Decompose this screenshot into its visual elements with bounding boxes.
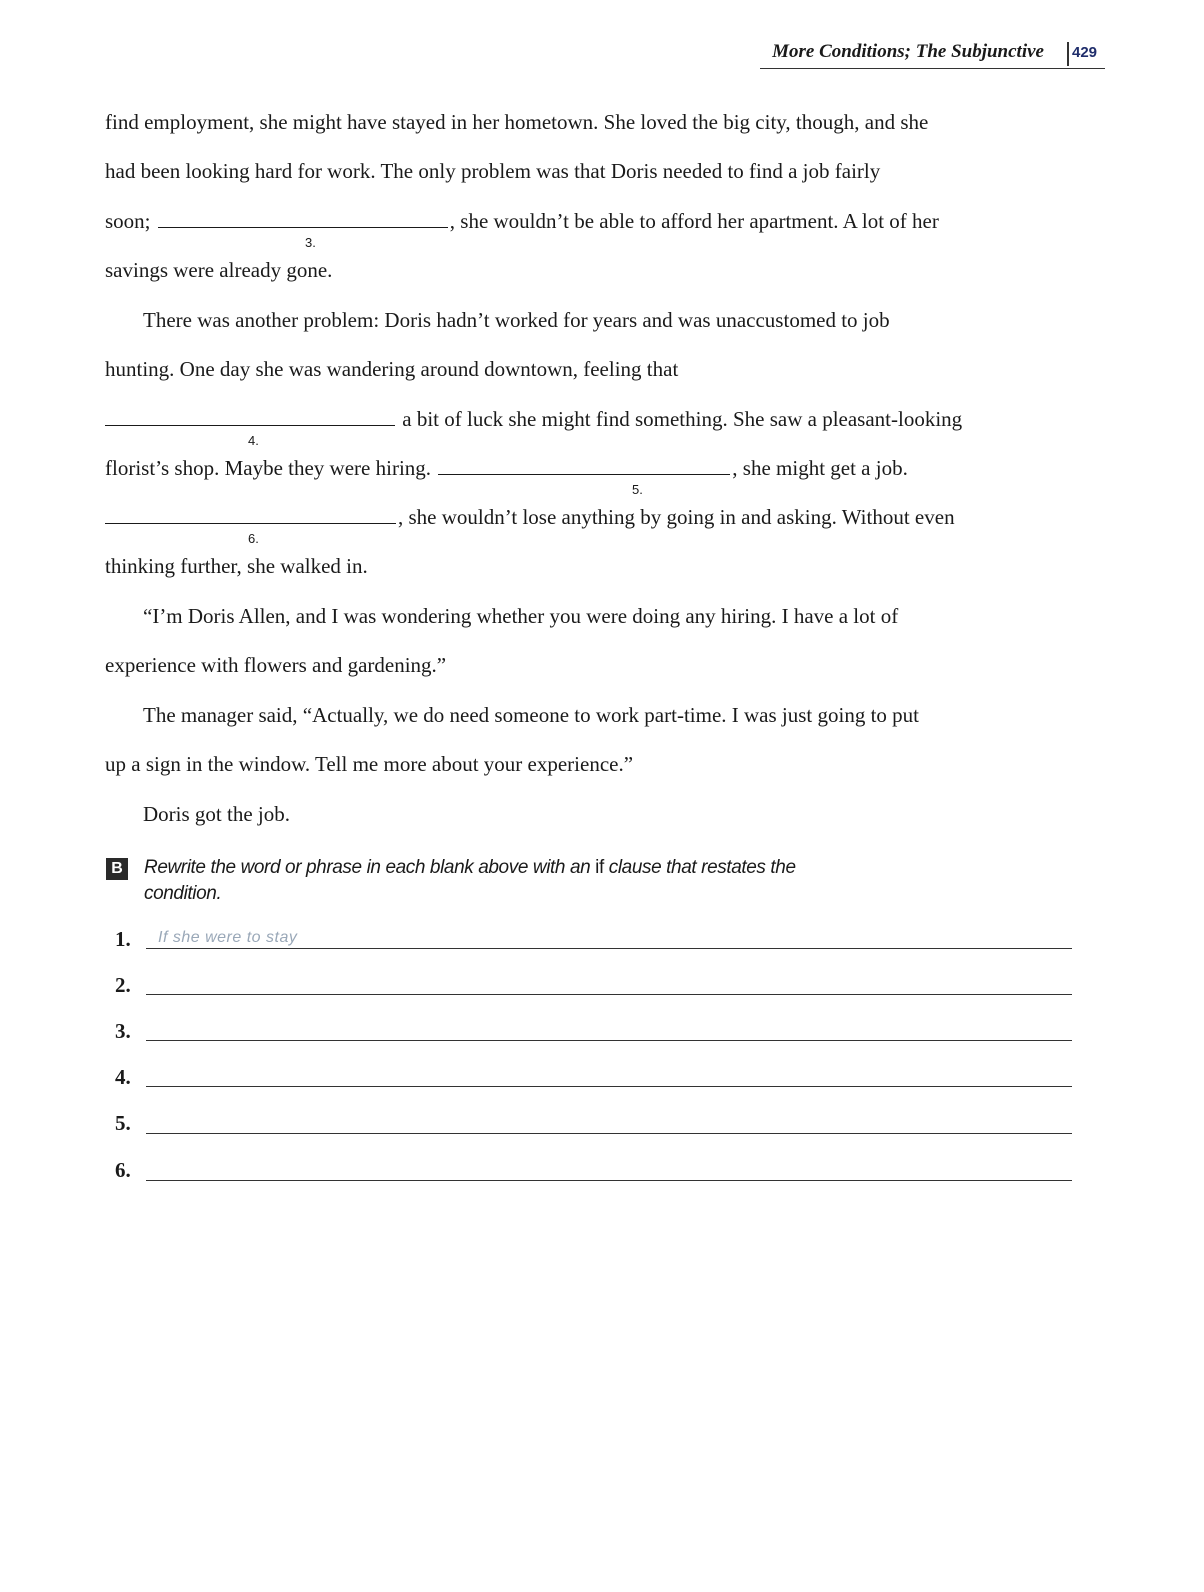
blank-4[interactable] xyxy=(105,424,395,426)
section-b-instructions xyxy=(144,855,904,881)
passage-line-7 xyxy=(105,405,962,433)
answer-line-5[interactable] xyxy=(146,1133,1072,1134)
passage-line-1: find employment, she might have stayed in her hometown. She loved the big city, though, and she xyxy=(105,110,929,134)
passage-line-5: There was another problem: Doris hadn’t worked for years and was unaccustomed to job xyxy=(143,308,890,332)
blank-3-number: 3. xyxy=(305,235,316,250)
passage-line-2: had been looking hard for work. The only problem was that Doris needed to find a job fairly xyxy=(105,159,881,183)
passage-line-8-start: florist’s shop. Maybe they were hiring. xyxy=(105,456,432,480)
blank-6[interactable] xyxy=(105,522,396,524)
passage-line-4: savings were already gone. xyxy=(105,258,333,282)
header-divider xyxy=(1067,42,1069,66)
passage-line-9-end: , she wouldn’t lose anything by going in and asking. Without even xyxy=(398,505,955,529)
blank-4-number: 4. xyxy=(248,433,259,448)
passage-line-3 xyxy=(105,207,939,235)
answer-number-2: 2. xyxy=(115,973,131,997)
passage-line-6: hunting. One day she was wandering around downtown, feeling that xyxy=(105,357,679,381)
passage-line-8-end: , she might get a job. xyxy=(732,456,908,480)
header-rule xyxy=(760,68,1105,69)
instructions-part-1: Rewrite the word or phrase in each blank above with an xyxy=(144,857,591,878)
passage-line-7-end: a bit of luck she might find something. She saw a pleasant-looking xyxy=(402,407,963,431)
passage-line-9 xyxy=(105,503,955,531)
passage-line-15: Doris got the job. xyxy=(143,802,290,826)
running-header-title: More Conditions; The Subjunctive xyxy=(772,41,1044,62)
answer-line-6[interactable] xyxy=(146,1180,1072,1181)
page-number: 429 xyxy=(1072,44,1098,61)
answer-number-3: 3. xyxy=(115,1019,131,1043)
answer-example-1: If she were to stay xyxy=(158,929,298,946)
blank-5-number: 5. xyxy=(632,482,643,497)
answer-number-6: 6. xyxy=(115,1158,131,1182)
passage-line-11: “I’m Doris Allen, and I was wondering whether you were doing any hiring. I have a lot of xyxy=(143,604,899,628)
passage-line-8 xyxy=(105,454,908,482)
passage-line-12: experience with flowers and gardening.” xyxy=(105,653,447,677)
answer-line-2[interactable] xyxy=(146,994,1072,995)
answer-number-5: 5. xyxy=(115,1111,131,1135)
passage-line-14: up a sign in the window. Tell me more about your experience.” xyxy=(105,752,634,776)
blank-3[interactable] xyxy=(158,226,448,228)
blank-6-number: 6. xyxy=(248,531,259,546)
answer-number-4: 4. xyxy=(115,1065,131,1089)
instructions-if: if xyxy=(595,857,604,878)
section-b-instructions-line-2: condition. xyxy=(144,883,222,904)
section-b-badge: B xyxy=(106,858,128,880)
blank-5[interactable] xyxy=(438,473,730,475)
passage-line-3-end: , she wouldn’t be able to afford her apartment. A lot of her xyxy=(449,209,939,233)
passage-line-3-start: soon; xyxy=(105,209,151,233)
passage-line-10: thinking further, she walked in. xyxy=(105,554,368,578)
answer-line-3[interactable] xyxy=(146,1040,1072,1041)
answer-line-4[interactable] xyxy=(146,1086,1072,1087)
instructions-part-2: clause that restates the xyxy=(608,857,796,878)
passage-line-13: The manager said, “Actually, we do need someone to work part-time. I was just going to put xyxy=(143,703,920,727)
answer-line-1[interactable] xyxy=(146,948,1072,949)
answer-number-1: 1. xyxy=(115,927,131,951)
